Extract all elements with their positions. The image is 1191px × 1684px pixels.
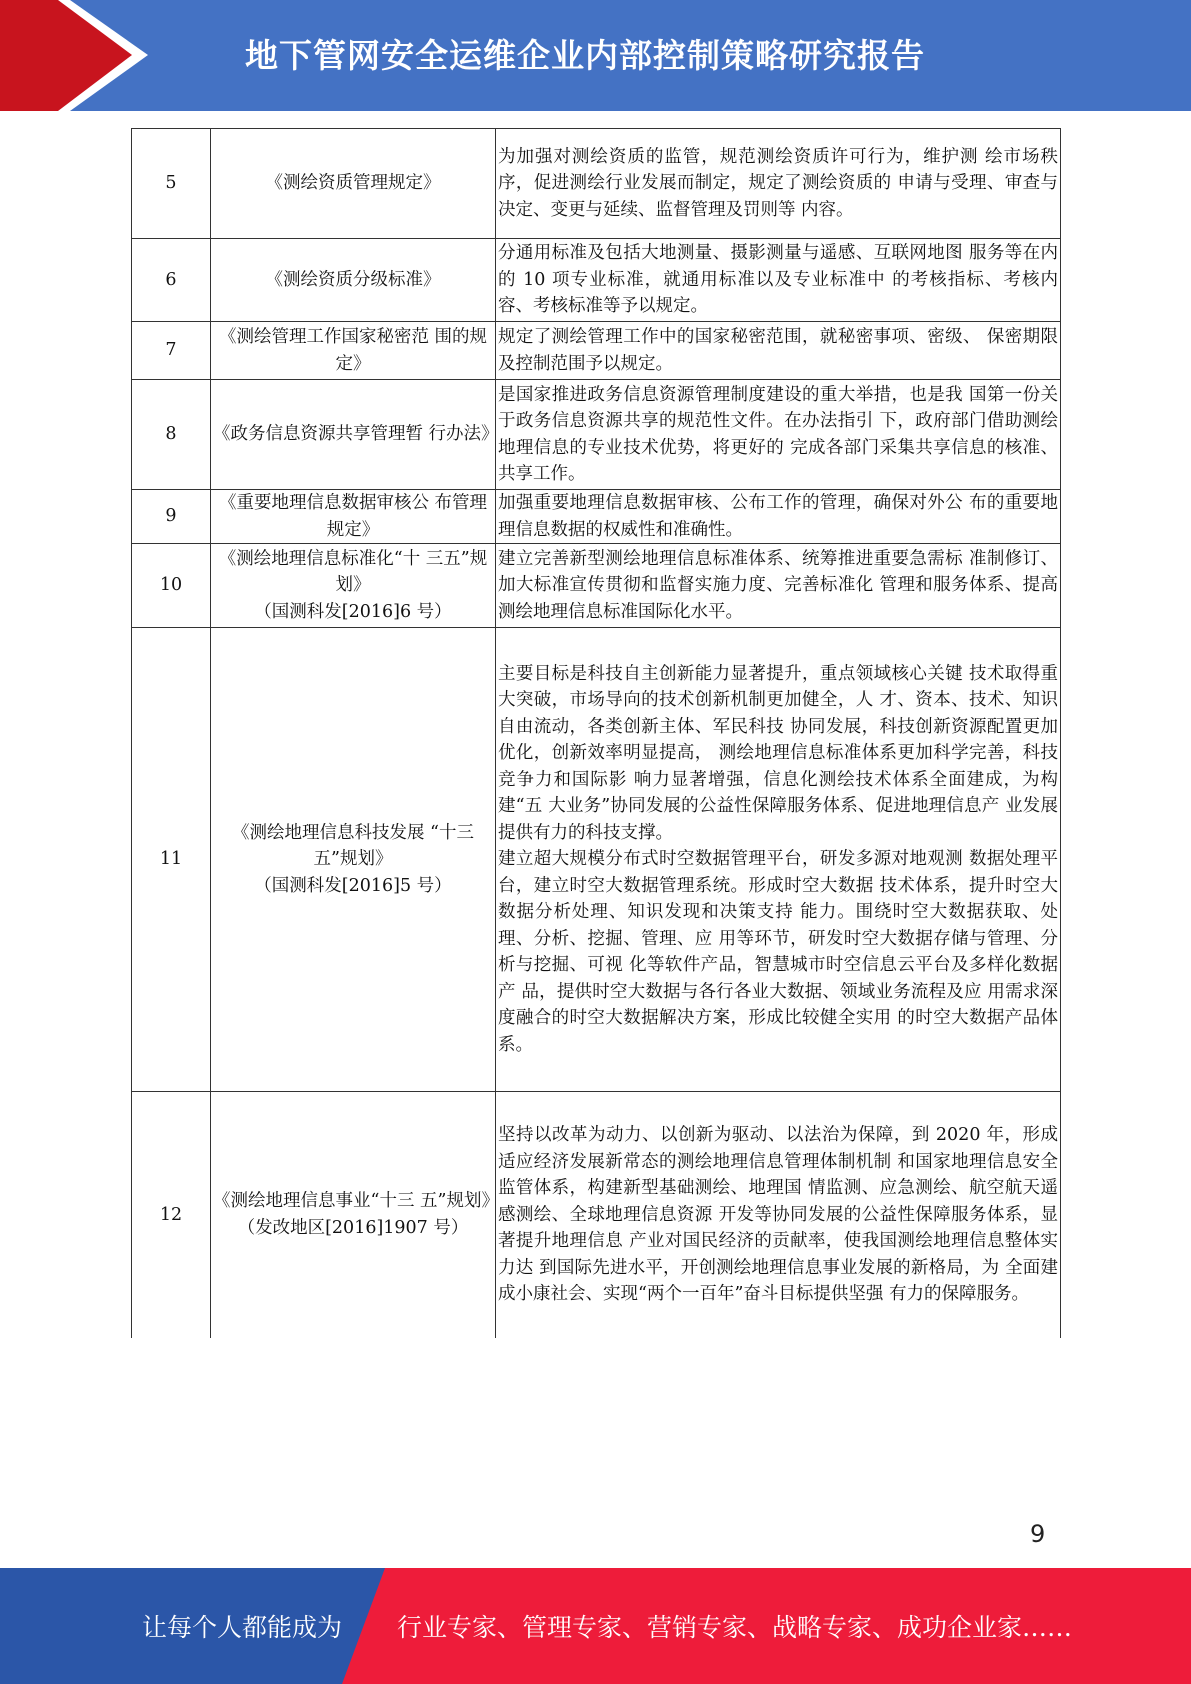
regulation-name-cell xyxy=(211,322,496,380)
regulation-name-cell xyxy=(211,129,496,239)
regulation-description-paragraph: 坚持以改革为动力、以创新为驱动、以法治为保障，到 2020 年，形成适应经济发展新常态的测绘地理信息管理体制机制 和国家地理信息安全监管体系，构建新型基础测绘、地理国 情监测、应急测绘、航空航天遥感测绘、全球地理信息资源 开发等协同发展的公益性保障服务体系，显著提升地理信息 产业对国民经济的贡献率，使我国测绘地理信息整体实力达 到国际先进水平，开创测绘地理信息事业发展的新格局，为 全面建成小康社会、实现“两个一百年”奋斗目标提供坚强 有力的保障服务。 xyxy=(498,1125,1058,1304)
regulation-name-cell xyxy=(211,1092,499,1338)
regulation-name-cell xyxy=(211,544,496,628)
row-number-cell xyxy=(132,628,211,1092)
row-number-cell xyxy=(132,129,211,239)
table-row xyxy=(132,129,1061,239)
row-number-cell xyxy=(132,380,211,490)
document-title: 地下管网安全运维企业内部控制策略研究报告 xyxy=(245,36,925,75)
table-row xyxy=(132,628,1061,1092)
regulations-table-body xyxy=(132,129,1061,1338)
row-number-cell xyxy=(132,1092,211,1338)
regulation-name-cell xyxy=(211,239,496,322)
row-number-cell xyxy=(132,322,211,380)
footer-slogan-right: 行业专家、管理专家、营销专家、战略专家、成功企业家…… xyxy=(397,1613,1073,1642)
row-number-cell xyxy=(132,544,211,628)
table-row xyxy=(132,490,1061,544)
regulation-description-paragraph: 加强重要地理信息数据审核、公布工作的管理，确保对外公 布的重要地理信息数据的权威性和准确性。 xyxy=(498,493,1058,540)
regulation-name-line: 《测绘地理信息标准化“十 三五”规划》 xyxy=(218,548,488,596)
regulation-name-line: 《测绘地理信息事业“十三 五”规划》 xyxy=(213,1191,499,1212)
regulation-name-line: （国测科发[2016]5 号） xyxy=(254,875,452,896)
regulation-description-paragraph: 建立超大规模分布式时空数据管理平台，研发多源对地观测 数据处理平台，建立时空大数据管理系统。形成时空大数据 技术体系，提升时空大数据分析处理、知识发现和决策支持 能力。围绕时空大数据获取、处理、分析、挖掘、管理、应 用等环节，研发时空大数据存储与管理、分析与挖掘、可视 化等软件产品，智慧城市时空信息云平台及多样化数据产 品，提供时空大数据与各行各业大数据、领域业务流程及应 用需求深度融合的时空大数据解决方案，形成比较健全实用 的时空大数据产品体系。 xyxy=(498,849,1058,1055)
row-number: 12 xyxy=(159,1204,183,1225)
footer-banner xyxy=(0,1568,1191,1684)
row-number-cell xyxy=(132,239,211,322)
row-number: 9 xyxy=(165,506,177,527)
regulation-description-cell xyxy=(496,490,1061,544)
regulation-description-paragraph: 规定了测绘管理工作中的国家秘密范围，就秘密事项、密级、 保密期限及控制范围予以规定。 xyxy=(498,327,1058,374)
row-number: 7 xyxy=(165,340,177,361)
regulation-description-paragraph: 是国家推进政务信息资源管理制度建设的重大举措，也是我 国第一份关于政务信息资源共享的规范性文件。在办法指引 下，政府部门借助测绘地理信息的专业技术优势，将更好的 完成各部门采集共享信息的核准、共享工作。 xyxy=(498,384,1058,484)
regulation-name-cell xyxy=(211,628,496,1092)
regulation-name-line: （发改地区[2016]1907 号） xyxy=(237,1217,469,1238)
regulations-table xyxy=(131,128,1061,1338)
table-row xyxy=(132,322,1061,380)
regulation-description-cell xyxy=(496,628,1061,1092)
table-row xyxy=(132,380,1061,490)
regulation-name-line: 《测绘资质分级标准》 xyxy=(265,269,441,290)
regulation-description-paragraph: 为加强对测绘资质的监管，规范测绘资质许可行为，维护测 绘市场秩序，促进测绘行业发展而制定，规定了测绘资质的 申请与受理、审查与决定、变更与延续、监督管理及罚则等 内容。 xyxy=(498,146,1058,220)
regulation-description-paragraph: 主要目标是科技自主创新能力显著提升，重点领域核心关键 技术取得重大突破，市场导向的技术创新机制更加健全，人 才、资本、技术、知识自由流动，各类创新主体、军民科技 协同发展，科技创新资源配置更加优化，创新效率明显提高， 测绘地理信息标准体系更加科学完善，科技竞争力和国际影 响力显著增强，信息化测绘技术体系全面建成，为构建“五 大业务”协同发展的公益性保障服务体系、促进地理信息产 业发展提供有力的科技支撑。 xyxy=(498,663,1058,843)
row-number: 6 xyxy=(165,269,177,290)
regulation-description-cell xyxy=(496,239,1061,322)
regulation-description-cell xyxy=(496,380,1061,490)
header-banner xyxy=(0,0,1191,111)
regulation-name-line: 《测绘地理信息科技发展 “十三五”规划》 xyxy=(231,822,474,870)
row-number: 8 xyxy=(165,424,177,445)
table-row xyxy=(132,239,1061,322)
regulation-name-line: 《政务信息资源共享管理暂 行办法》 xyxy=(213,424,499,445)
regulation-description-cell xyxy=(496,129,1061,239)
regulation-description-cell xyxy=(496,544,1061,628)
table-row xyxy=(132,544,1061,628)
regulation-description-cell xyxy=(496,322,1061,380)
row-number: 11 xyxy=(159,849,183,870)
regulation-name-cell xyxy=(211,380,499,490)
row-number: 5 xyxy=(165,173,177,194)
regulation-description-paragraph: 建立完善新型测绘地理信息标准体系、统筹推进重要急需标 准制修订、加大标准宣传贯彻和监督实施力度、完善标准化 管理和服务体系、提高测绘地理信息标准国际化水平。 xyxy=(498,548,1058,622)
footer-slogan-left: 让每个人都能成为 xyxy=(142,1613,343,1642)
page-number: 9 xyxy=(1030,1520,1046,1548)
table-row xyxy=(132,1092,1061,1338)
regulation-name-cell xyxy=(211,490,496,544)
row-number: 10 xyxy=(159,575,183,596)
regulation-name-line: （国测科发[2016]6 号） xyxy=(254,601,452,622)
regulation-description-paragraph: 分通用标准及包括大地测量、摄影测量与遥感、互联网地图 服务等在内的 10 项专业标准，就通用标准以及专业标准中 的考核指标、考核内容、考核标准等予以规定。 xyxy=(498,243,1058,317)
regulation-description-cell xyxy=(496,1092,1061,1338)
regulation-name-line: 《重要地理信息数据审核公 布管理规定》 xyxy=(218,493,488,540)
regulation-name-line: 《测绘管理工作国家秘密范 围的规定》 xyxy=(218,327,488,374)
regulation-name-line: 《测绘资质管理规定》 xyxy=(265,173,441,194)
row-number-cell xyxy=(132,490,211,544)
